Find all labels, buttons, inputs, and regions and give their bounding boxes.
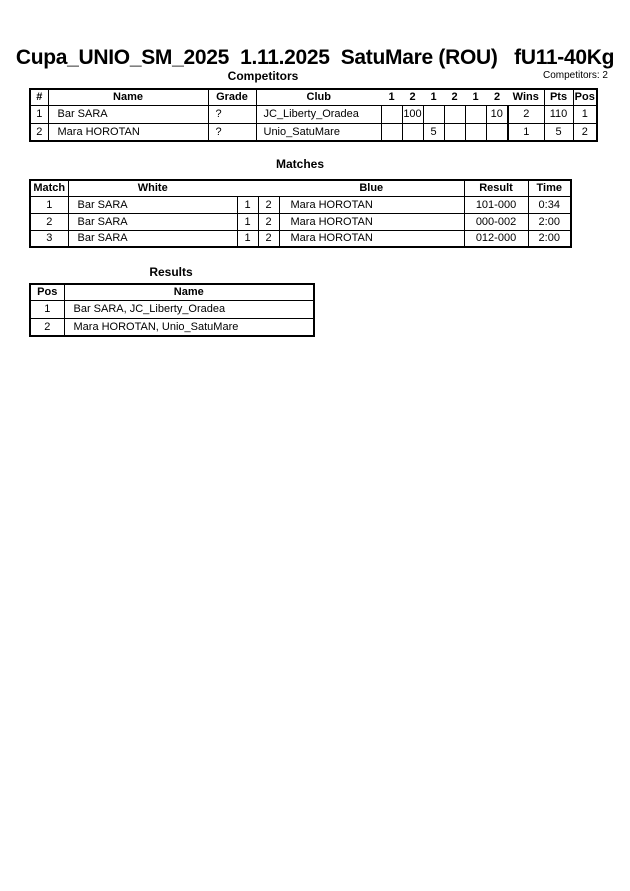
competitors-header-row — [30, 89, 597, 105]
competitor-row — [30, 105, 597, 123]
cell-time: 0:34 — [528, 196, 571, 213]
matches-table — [29, 179, 572, 248]
result-row — [30, 300, 314, 318]
header-score-1: 1 — [381, 89, 402, 105]
cell-grade: ? — [208, 123, 256, 141]
cell-grade: ? — [208, 105, 256, 123]
header-pos: Pos — [30, 284, 64, 300]
cell-match-num: 2 — [30, 213, 68, 230]
cell-score — [381, 105, 402, 123]
result-row — [30, 318, 314, 336]
cell-name: Mara HOROTAN — [48, 123, 208, 141]
matches-header-row — [30, 180, 571, 196]
cell-score-1: 1 — [237, 213, 258, 230]
match-row — [30, 196, 571, 213]
cell-white-name: Bar SARA — [68, 196, 237, 213]
header-blue: Blue — [279, 180, 464, 196]
results-header-row — [30, 284, 314, 300]
cell-score — [423, 105, 444, 123]
results-table — [29, 283, 315, 337]
header-grade: Grade — [208, 89, 256, 105]
match-row — [30, 230, 571, 247]
cell-white-name: Bar SARA — [68, 230, 237, 247]
cell-club: JC_Liberty_Oradea — [256, 105, 381, 123]
header-name: Name — [64, 284, 314, 300]
cell-name: Mara HOROTAN, Unio_SatuMare — [64, 318, 314, 336]
cell-match-num: 3 — [30, 230, 68, 247]
header-name: Name — [48, 89, 208, 105]
cell-pos: 1 — [30, 300, 64, 318]
header-time: Time — [528, 180, 571, 196]
cell-wins: 2 — [508, 105, 544, 123]
cell-result: 101-000 — [464, 196, 528, 213]
cell-pos: 2 — [30, 318, 64, 336]
cell-score — [444, 105, 465, 123]
results-section-title: Results — [149, 265, 193, 279]
competitors-table — [29, 88, 598, 142]
cell-white-name: Bar SARA — [68, 213, 237, 230]
cell-score: 100 — [402, 105, 423, 123]
header-spacer-cell — [258, 180, 279, 196]
header-score-2: 2 — [402, 89, 423, 105]
header-match: Match — [30, 180, 68, 196]
cell-club: Unio_SatuMare — [256, 123, 381, 141]
cell-blue-name: Mara HOROTAN — [279, 213, 464, 230]
header-score-5: 1 — [465, 89, 486, 105]
matches-section-title: Matches — [275, 157, 325, 171]
cell-score-2: 2 — [258, 196, 279, 213]
cell-score — [444, 123, 465, 141]
cell-score — [465, 105, 486, 123]
cell-score-1: 1 — [237, 230, 258, 247]
header-score-4: 2 — [444, 89, 465, 105]
header-wins: Wins — [508, 89, 544, 105]
cell-time: 2:00 — [528, 213, 571, 230]
cell-result: 012-000 — [464, 230, 528, 247]
cell-time: 2:00 — [528, 230, 571, 247]
cell-score-2: 2 — [258, 213, 279, 230]
cell-score: 5 — [423, 123, 444, 141]
competitors-count: Competitors: 2 — [542, 70, 608, 81]
cell-score: 10 — [486, 105, 508, 123]
cell-result: 000-002 — [464, 213, 528, 230]
cell-wins: 1 — [508, 123, 544, 141]
cell-score — [402, 123, 423, 141]
cell-pts: 110 — [544, 105, 573, 123]
cell-match-num: 1 — [30, 196, 68, 213]
competitor-row — [30, 123, 597, 141]
header-num: # — [30, 89, 48, 105]
page-title: Cupa_UNIO_SM_2025 1.11.2025 SatuMare (ROU) fU11-40Kg — [15, 46, 615, 69]
match-row — [30, 213, 571, 230]
cell-score-2: 2 — [258, 230, 279, 247]
cell-name: Bar SARA, JC_Liberty_Oradea — [64, 300, 314, 318]
header-white: White — [68, 180, 237, 196]
header-score-3: 1 — [423, 89, 444, 105]
cell-pos: 1 — [573, 105, 597, 123]
cell-blue-name: Mara HOROTAN — [279, 230, 464, 247]
header-club: Club — [256, 89, 381, 105]
cell-num: 2 — [30, 123, 48, 141]
competitors-section-title: Competitors — [227, 69, 299, 83]
cell-pos: 2 — [573, 123, 597, 141]
cell-blue-name: Mara HOROTAN — [279, 196, 464, 213]
cell-score-1: 1 — [237, 196, 258, 213]
cell-name: Bar SARA — [48, 105, 208, 123]
cell-pts: 5 — [544, 123, 573, 141]
cell-num: 1 — [30, 105, 48, 123]
header-pts: Pts — [544, 89, 573, 105]
cell-score — [486, 123, 508, 141]
header-result: Result — [464, 180, 528, 196]
cell-score — [465, 123, 486, 141]
header-spacer-cell — [237, 180, 258, 196]
header-pos: Pos — [573, 89, 597, 105]
cell-score — [381, 123, 402, 141]
header-score-6: 2 — [486, 89, 508, 105]
